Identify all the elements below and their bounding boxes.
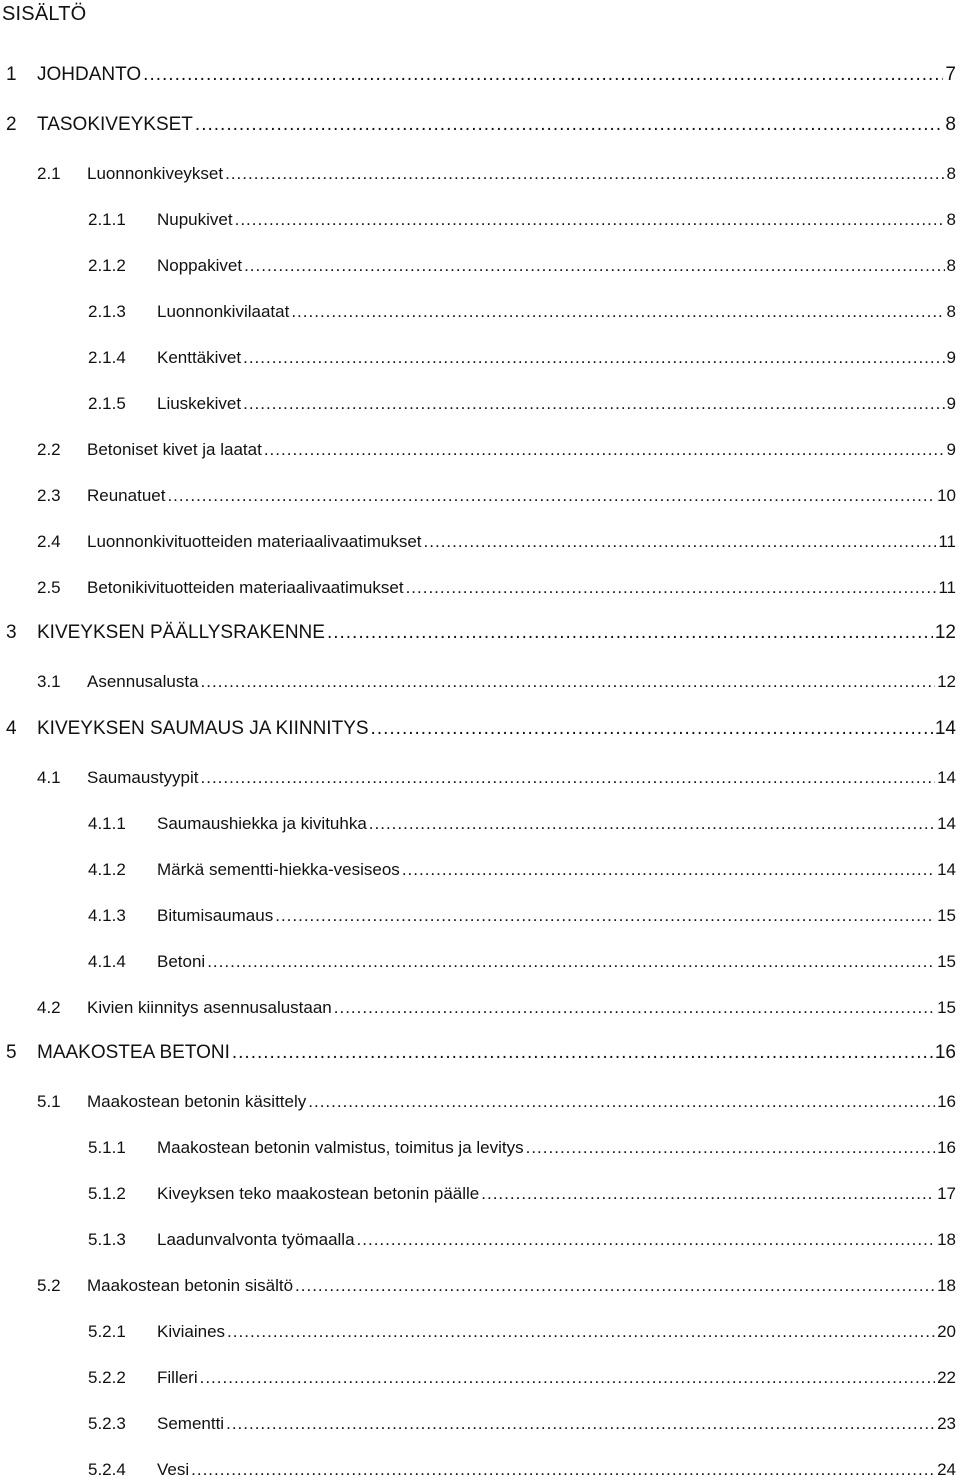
toc-entry-number: 1 [6,64,17,85]
toc-entry[interactable] [88,1138,956,1158]
toc-entry-page: 9 [946,394,956,413]
toc-entry-label: Betoni [157,952,206,971]
toc-entry-number: 2 [6,114,17,135]
toc-leader-dots [369,814,935,834]
toc-leader-dots [244,256,944,276]
toc-entry[interactable] [88,302,956,322]
toc-entry[interactable] [88,394,956,414]
toc-heading: SISÄLTÖ [2,3,87,25]
toc-entry-label: Maakostean betonin valmistus, toimitus ja levitys [157,1138,524,1157]
toc-entry[interactable] [37,768,956,788]
toc-entry-label: Kiviaines [157,1322,226,1341]
toc-entry-number: 5.2.3 [88,1414,126,1433]
toc-entry-page: 18 [937,1230,956,1249]
toc-leader-dots [195,114,944,136]
toc-entry[interactable] [88,1460,956,1480]
toc-entry[interactable] [88,814,956,834]
toc-entry-label: Betonikivituotteiden materiaalivaatimukset [87,578,404,597]
toc-entry-label: Märkä sementti-hiekka-vesiseos [157,860,400,879]
toc-entry-label: Laadunvalvonta työmaalla [157,1230,355,1249]
toc-leader-dots [327,622,933,644]
toc-entry-number: 2.1.3 [88,302,126,321]
toc-entry-page: 14 [937,768,956,787]
toc-entry[interactable] [37,1092,956,1112]
toc-entry-page: 23 [937,1414,956,1433]
toc-entry[interactable] [88,906,956,926]
toc-entry-label: Sementti [157,1414,225,1433]
toc-entry-label: Luonnonkiveykset [87,164,224,183]
toc-entry[interactable] [88,860,956,880]
toc-entry-label: Luonnonkivilaatat [157,302,290,321]
toc-entry[interactable] [88,256,956,276]
toc-entry-number: 5.1.1 [88,1138,126,1157]
toc-entry-number: 4.1 [37,768,61,787]
toc-leader-dots [406,578,937,598]
toc-leader-dots [291,302,944,322]
toc-entry-label: MAAKOSTEA BETONI [37,1042,230,1063]
toc-leader-dots [308,1092,935,1112]
toc-entry-number: 2.1.2 [88,256,126,275]
toc-entry-number: 2.4 [37,532,61,551]
toc-entry-label: JOHDANTO [37,64,142,85]
toc-entry-page: 8 [946,164,956,183]
toc-entry-number: 4.1.2 [88,860,126,879]
toc-entry-page: 10 [937,486,956,505]
toc-leader-dots [200,1368,935,1388]
toc-entry-page: 11 [938,578,956,597]
toc-entry[interactable] [88,1414,956,1434]
toc-entry[interactable] [37,1276,956,1296]
toc-entry-label: Asennusalusta [87,672,199,691]
toc-leader-dots [207,952,935,972]
toc-entry-page: 18 [937,1276,956,1295]
toc-entry[interactable] [6,718,956,740]
toc-entry-label: Liuskekivet [157,394,242,413]
toc-entry-number: 4 [6,718,17,739]
toc-entry-number: 4.1.1 [88,814,126,833]
toc-entry[interactable] [37,672,956,692]
toc-entry-number: 2.1 [37,164,61,183]
toc-entry[interactable] [6,64,956,86]
toc-entry-page: 9 [946,440,956,459]
toc-entry[interactable] [37,532,956,552]
toc-entry-page: 15 [937,952,956,971]
toc-entry-page: 15 [937,998,956,1017]
toc-entry-label: Maakostean betonin sisältö [87,1276,294,1295]
toc-entry-label: Noppakivet [157,256,243,275]
toc-entry-page: 8 [945,114,956,135]
toc-entry-number: 5.2 [37,1276,61,1295]
toc-entry-page: 17 [937,1184,956,1203]
toc-leader-dots [201,672,936,692]
toc-entry-label: Kivien kiinnitys asennusalustaan [87,998,332,1017]
toc-leader-dots [143,64,943,86]
toc-entry-number: 5.1.2 [88,1184,126,1203]
toc-leader-dots [334,998,935,1018]
toc-entry-page: 24 [937,1460,956,1479]
toc-entry-label: Maakostean betonin käsittely [87,1092,307,1111]
toc-entry-label: Saumaushiekka ja kivituhka [157,814,367,833]
toc-entry-label: Luonnonkivituotteiden materiaalivaatimukset [87,532,422,551]
toc-leader-dots [371,718,933,740]
toc-entry-page: 8 [946,256,956,275]
toc-leader-dots [481,1184,935,1204]
toc-leader-dots [264,440,945,460]
toc-leader-dots [424,532,937,552]
toc-entry[interactable] [88,1368,956,1388]
toc-entry-number: 4.1.4 [88,952,126,971]
toc-entry-page: 14 [937,814,956,833]
toc-entry-number: 5.1.3 [88,1230,126,1249]
toc-leader-dots [526,1138,935,1158]
toc-leader-dots [227,1322,935,1342]
toc-entry-number: 5.2.1 [88,1322,126,1341]
toc-entry-label: Bitumisaumaus [157,906,274,925]
toc-leader-dots [201,768,936,788]
toc-entry[interactable] [37,578,956,598]
toc-entry-page: 15 [937,906,956,925]
toc-entry-number: 5 [6,1042,17,1063]
toc-entry-number: 3 [6,622,17,643]
toc-entry-page: 16 [937,1138,956,1157]
toc-entry-page: 16 [937,1092,956,1111]
toc-entry[interactable] [37,998,956,1018]
toc-entry-label: Saumaustyypit [87,768,199,787]
toc-entry[interactable] [37,486,956,506]
toc-entry[interactable] [88,348,956,368]
toc-entry[interactable] [88,1184,956,1204]
toc-entry[interactable] [88,210,956,230]
toc-entry-page: 20 [937,1322,956,1341]
toc-entry[interactable] [88,1322,956,1342]
toc-entry-label: Kenttäkivet [157,348,242,367]
toc-entry[interactable] [37,164,956,184]
toc-entry-number: 2.2 [37,440,61,459]
toc-entry-page: 8 [946,210,956,229]
toc-entry-number: 4.1.3 [88,906,126,925]
toc-entry-number: 3.1 [37,672,61,691]
toc-entry-label: Nupukivet [157,210,233,229]
toc-entry-label: TASOKIVEYKSET [37,114,193,135]
toc-entry-number: 5.2.2 [88,1368,126,1387]
toc-leader-dots [232,1042,933,1064]
toc-entry-page: 9 [946,348,956,367]
toc-entry-number: 2.1.5 [88,394,126,413]
toc-entry-number: 4.2 [37,998,61,1017]
toc-entry-page: 14 [934,718,956,739]
toc-leader-dots [402,860,935,880]
toc-entry[interactable] [88,952,956,972]
toc-leader-dots [191,1460,935,1480]
toc-entry-page: 11 [938,532,956,551]
toc-leader-dots [167,486,935,506]
toc-leader-dots [243,348,944,368]
toc-entry-label: Reunatuet [87,486,166,505]
toc-entry-page: 22 [937,1368,956,1387]
toc-entry-label: Kiveyksen teko maakostean betonin päälle [157,1184,480,1203]
toc-leader-dots [235,210,945,230]
toc-entry-page: 16 [934,1042,956,1063]
toc-leader-dots [226,1414,935,1434]
toc-entry-number: 5.1 [37,1092,61,1111]
toc-entry[interactable] [6,1042,956,1064]
toc-entry-page: 7 [945,64,956,85]
toc-entry-page: 12 [934,622,956,643]
toc-entry-number: 2.1.1 [88,210,126,229]
toc-entry-label: KIVEYKSEN SAUMAUS JA KIINNITYS [37,718,369,739]
toc-entry[interactable] [6,114,956,136]
toc-leader-dots [225,164,944,184]
toc-leader-dots [243,394,944,414]
toc-entry-page: 8 [946,302,956,321]
toc-entry-label: Betoniset kivet ja laatat [87,440,262,459]
toc-entry-label: KIVEYKSEN PÄÄLLYSRAKENNE [37,622,325,643]
toc-entry-label: Vesi [157,1460,190,1479]
toc-entry[interactable] [6,622,956,644]
toc-leader-dots [295,1276,935,1296]
toc-entry-number: 2.1.4 [88,348,126,367]
toc-leader-dots [275,906,935,926]
toc-entry-number: 2.5 [37,578,61,597]
toc-entry[interactable] [37,440,956,460]
toc-entry-label: Filleri [157,1368,198,1387]
toc-entry-page: 12 [937,672,956,691]
toc-entry-number: 5.2.4 [88,1460,126,1479]
toc-entry-number: 2.3 [37,486,61,505]
toc-leader-dots [357,1230,936,1250]
toc-entry-page: 14 [937,860,956,879]
toc-entry[interactable] [88,1230,956,1250]
